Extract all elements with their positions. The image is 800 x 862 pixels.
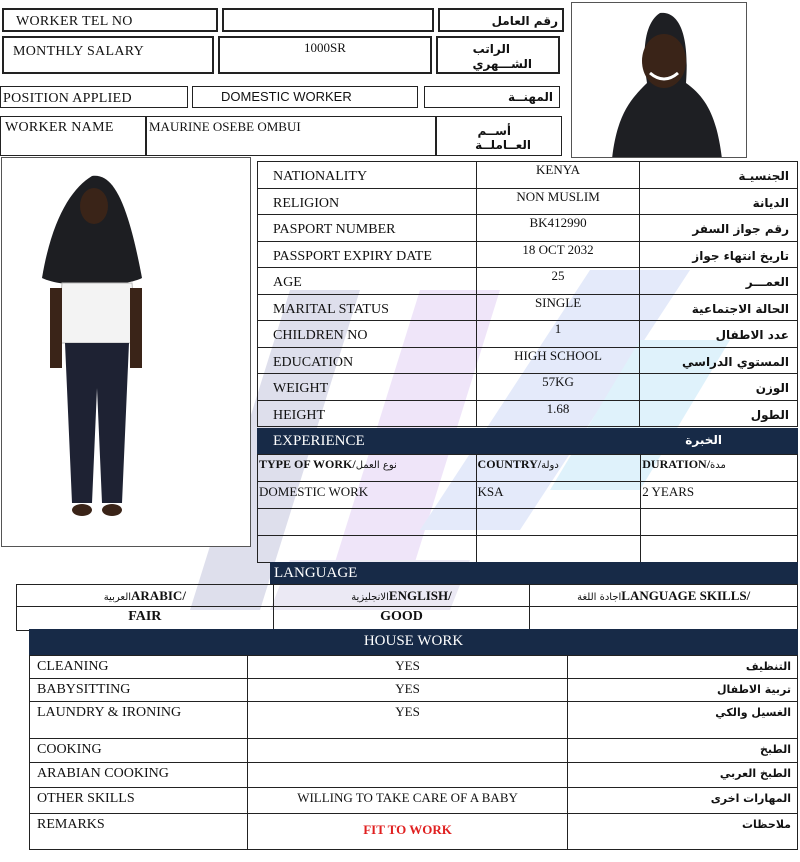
position-value: DOMESTIC WORKER [221,89,352,104]
worker-tel-label: WORKER TEL NO [16,14,133,29]
detail-row [258,215,798,242]
position-label-box [0,86,188,108]
language-title: LANGUAGE [274,565,358,581]
lang-skills-header: اجادة اللغةLANGUAGE SKILLS/ [530,585,798,607]
detail-label: EDUCATION [258,347,477,374]
exp-col-country: COUNTRY/دولة [476,455,641,482]
detail-label: PASSPORT EXPIRY DATE [258,241,477,268]
detail-label: AGE [258,268,477,295]
lang-english-header: الانجليزيةENGLISH/ [273,585,530,607]
housework-label: ARABIAN COOKING [30,763,248,788]
detail-label: CHILDREN NO [258,321,477,348]
position-value-box [192,86,418,108]
housework-row [30,763,798,788]
housework-value [247,739,568,763]
detail-label-ar: الطول [639,400,797,427]
salary-value-box [218,36,432,74]
detail-row [258,321,798,348]
housework-label: REMARKS [30,814,248,850]
exp-row-type: DOMESTIC WORK [258,482,477,509]
position-label-ar: المهنــة [508,90,553,104]
housework-row [30,702,798,739]
detail-label-ar: الحالة الاجتماعية [639,294,797,321]
detail-value: KENYA [477,162,639,189]
detail-label-ar: الوزن [639,374,797,401]
detail-value: BK412990 [477,215,639,242]
salary-label: MONTHLY SALARY [13,44,145,59]
housework-row [30,739,798,763]
name-label: WORKER NAME [5,120,114,135]
exp-row-duration: 2 YEARS [641,482,798,509]
position-ar-box [424,86,560,108]
housework-value [247,763,568,788]
name-ar-box [436,116,562,156]
detail-label: RELIGION [258,188,477,215]
housework-value: FIT TO WORK [247,814,568,850]
portrait-photo [571,2,747,158]
housework-row [30,656,798,679]
housework-label-ar: الغسيل والكي [568,702,798,739]
detail-value: NON MUSLIM [477,188,639,215]
housework-label: LAUNDRY & IRONING [30,702,248,739]
name-label-ar-1: أســم [477,124,511,138]
salary-ar-box [436,36,560,74]
housework-value: WILLING TO TAKE CARE OF A BABY [247,788,568,814]
experience-empty-row [258,536,798,563]
detail-value: 1.68 [477,400,639,427]
detail-label-ar: المستوي الدراسي [639,347,797,374]
detail-label: NATIONALITY [258,162,477,189]
detail-value: HIGH SCHOOL [477,347,639,374]
detail-row [258,162,798,189]
housework-header [29,629,798,655]
detail-row [258,294,798,321]
housework-label-ar: ملاحظات [568,814,798,850]
exp-col-duration: DURATION/مدة [641,455,798,482]
housework-label: OTHER SKILLS [30,788,248,814]
housework-title: HOUSE WORK [363,633,464,649]
worker-tel-value-box [222,8,434,32]
housework-row [30,679,798,702]
detail-value: SINGLE [477,294,639,321]
lang-arabic-level: FAIR [17,607,274,631]
position-label: POSITION APPLIED [3,91,132,106]
housework-row [30,788,798,814]
name-label-ar-2: العــاملــة [475,138,531,152]
experience-header [257,428,798,454]
salary-label-ar-1: الراتب [472,42,510,56]
housework-label-ar: الطبخ [568,739,798,763]
housework-row [30,814,798,850]
lang-english-level: GOOD [273,607,530,631]
housework-label-ar: الطبخ العربي [568,763,798,788]
housework-label-ar: التنظيف [568,656,798,679]
detail-row [258,188,798,215]
detail-label: PASPORT NUMBER [258,215,477,242]
detail-label-ar: الجنسيـة [639,162,797,189]
detail-label: HEIGHT [258,400,477,427]
exp-col-type: TYPE OF WORK/نوع العمل [258,455,477,482]
detail-value: 18 OCT 2032 [477,241,639,268]
full-body-photo [1,157,251,547]
housework-label: BABYSITTING [30,679,248,702]
housework-table [29,655,798,850]
housework-label-ar: المهارات اخرى [568,788,798,814]
detail-value: 25 [477,268,639,295]
detail-row [258,268,798,295]
experience-row [258,482,798,509]
detail-row [258,347,798,374]
detail-label-ar: رقم جواز السفر [639,215,797,242]
detail-label-ar: عدد الاطفال [639,321,797,348]
language-header [270,562,798,584]
detail-label: WEIGHT [258,374,477,401]
detail-row [258,400,798,427]
lang-arabic-header: العربيةARABIC/ [17,585,274,607]
housework-value: YES [247,656,568,679]
housework-value: YES [247,702,568,739]
detail-value: 57KG [477,374,639,401]
detail-row [258,241,798,268]
experience-table [257,454,798,563]
detail-label: MARITAL STATUS [258,294,477,321]
detail-label-ar: تاريخ انتهاء جواز [639,241,797,268]
personal-details-table [257,161,798,427]
experience-title: EXPERIENCE [273,433,365,449]
language-table [16,584,798,631]
exp-row-country: KSA [476,482,641,509]
housework-value: YES [247,679,568,702]
salary-value: 1000SR [304,40,346,55]
experience-empty-row [258,509,798,536]
salary-label-box [2,36,214,74]
name-value: MAURINE OSEBE OMBUI [149,119,301,134]
detail-value: 1 [477,321,639,348]
salary-label-ar-2: الشـــهري [472,57,532,71]
housework-label: CLEANING [30,656,248,679]
experience-title-ar: الخبرة [685,433,722,447]
detail-row [258,374,798,401]
detail-label-ar: الديانة [639,188,797,215]
worker-tel-label-ar: رقم العامل [491,14,558,28]
worker-tel-label-box [2,8,218,32]
name-label-box [0,116,146,156]
housework-label: COOKING [30,739,248,763]
housework-label-ar: تربية الاطفال [568,679,798,702]
name-value-box [146,116,436,156]
lang-skills-level [530,607,798,631]
detail-label-ar: العمـــر [639,268,797,295]
worker-tel-ar-box [438,8,564,32]
